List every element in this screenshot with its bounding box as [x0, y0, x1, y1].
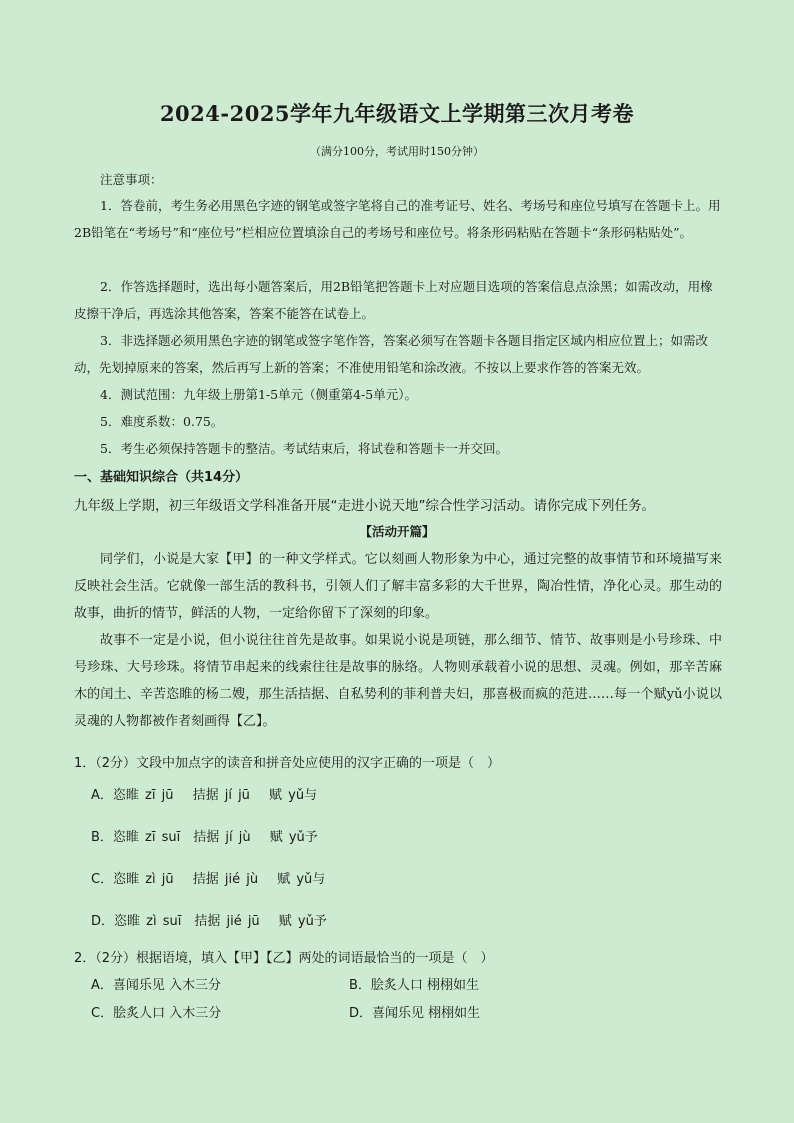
section-intro: 九年级上学期，初三年级语文学科准备开展“走进小说天地”综合性学习活动。请你完成下列任务。: [74, 498, 655, 514]
notice-item-3: 3．非选择题必须用黑色字迹的钢笔或签字笔作答，答案必须写在答题卡各题目指定区域内相应位置上；如需改动，先划掉原来的答案，然后再写上新的答案；不准使用铅笔和涂改液。不按以上要求作答的答案无效。: [74, 333, 708, 375]
question-2-option-a[interactable]: A．喜闻乐见 入木三分: [91, 978, 222, 993]
notice-item-6: 5．考生必须保持答题卡的整洁。考试结束后，将试卷和答题卡一并交回。: [100, 441, 508, 456]
activity-heading: 【活动开篇】: [359, 524, 435, 539]
question-1-option-d[interactable]: D．恣睢 zì suī 拮据 jié jū 赋 yǔ予: [91, 914, 327, 929]
question-1-stem: 1．（2分）文段中加点字的读音和拼音处应使用的汉字正确的一项是（ ）: [74, 756, 501, 771]
section-heading: 一、基础知识综合（共14分）: [74, 470, 249, 485]
question-1-option-c[interactable]: C．恣睢 zì jū 拮据 jié jù 赋 yǔ与: [91, 872, 326, 887]
passage-paragraph-1: 同学们，小说是大家【甲】的一种文学样式。它以刻画人物形象为中心，通过完整的故事情节和环境描写来反映社会生活。它就像一部生活的教科书，引领人们了解丰富多彩的大千世界，陶冶性情，净化心灵。那生动的故事，曲折的情节，鲜活的人物，一定给你留下了深刻的印象。: [74, 552, 722, 621]
question-2-option-d[interactable]: D．喜闻乐见 栩栩如生: [349, 1006, 481, 1021]
notice-item-5: 5．难度系数：0.75。: [100, 414, 224, 429]
page-title: 2024-2025学年九年级语文上学期第三次月考卷: [159, 101, 635, 126]
notice-item-4: 4．测试范围：九年级上册第1-5单元（侧重第4-5单元）。: [100, 387, 417, 402]
notice-item-2: 2．作答选择题时，选出每小题答案后，用2B铅笔把答题卡上对应题目选项的答案信息点涂黑；如需改动，用橡皮擦干净后，再选涂其他答案，答案不能答在试卷上。: [74, 279, 713, 321]
notice-item-1: 1．答卷前，考生务必用黑色字迹的钢笔或签字笔将自己的准考证号、姓名、考场号和座位号填写在答题卡上。用2B铅笔在“考场号”和“座位号”栏相应位置填涂自己的考场号和座位号。将条形码粘贴在答题卡“条形码粘贴处”。: [74, 198, 721, 240]
question-2-option-c[interactable]: C．脍炙人口 入木三分: [91, 1006, 222, 1021]
notice-heading: 注意事项：: [100, 172, 163, 187]
question-1-option-b[interactable]: B．恣睢 zī suī 拮据 jí jù 赋 yǔ予: [91, 830, 318, 845]
question-2-stem: 2．（2分）根据语境，填入【甲】【乙】两处的词语最恰当的一项是（ ）: [74, 951, 494, 966]
exam-subtitle: （满分100分，考试用时150分钟）: [310, 145, 484, 158]
passage-paragraph-2: 故事不一定是小说，但小说往往首先是故事。如果说小说是项链，那么细节、情节、故事则是小号珍珠、中号珍珠、大号珍珠。将情节串起来的线索往往是故事的脉络。人物则承载着小说的思想、灵魂。例如，那辛苦麻木的闰土、辛苦恣睢的杨二嫂，那生活拮据、自私势利的菲利普夫妇，那喜极而疯的范进……每一个赋yǔ小说以灵魂的人物都被作者刻画得【乙】。: [74, 633, 722, 729]
question-1-option-a[interactable]: A．恣睢 zī jū 拮据 jí jū 赋 yǔ与: [91, 788, 318, 803]
question-2-option-b[interactable]: B．脍炙人口 栩栩如生: [349, 978, 480, 993]
